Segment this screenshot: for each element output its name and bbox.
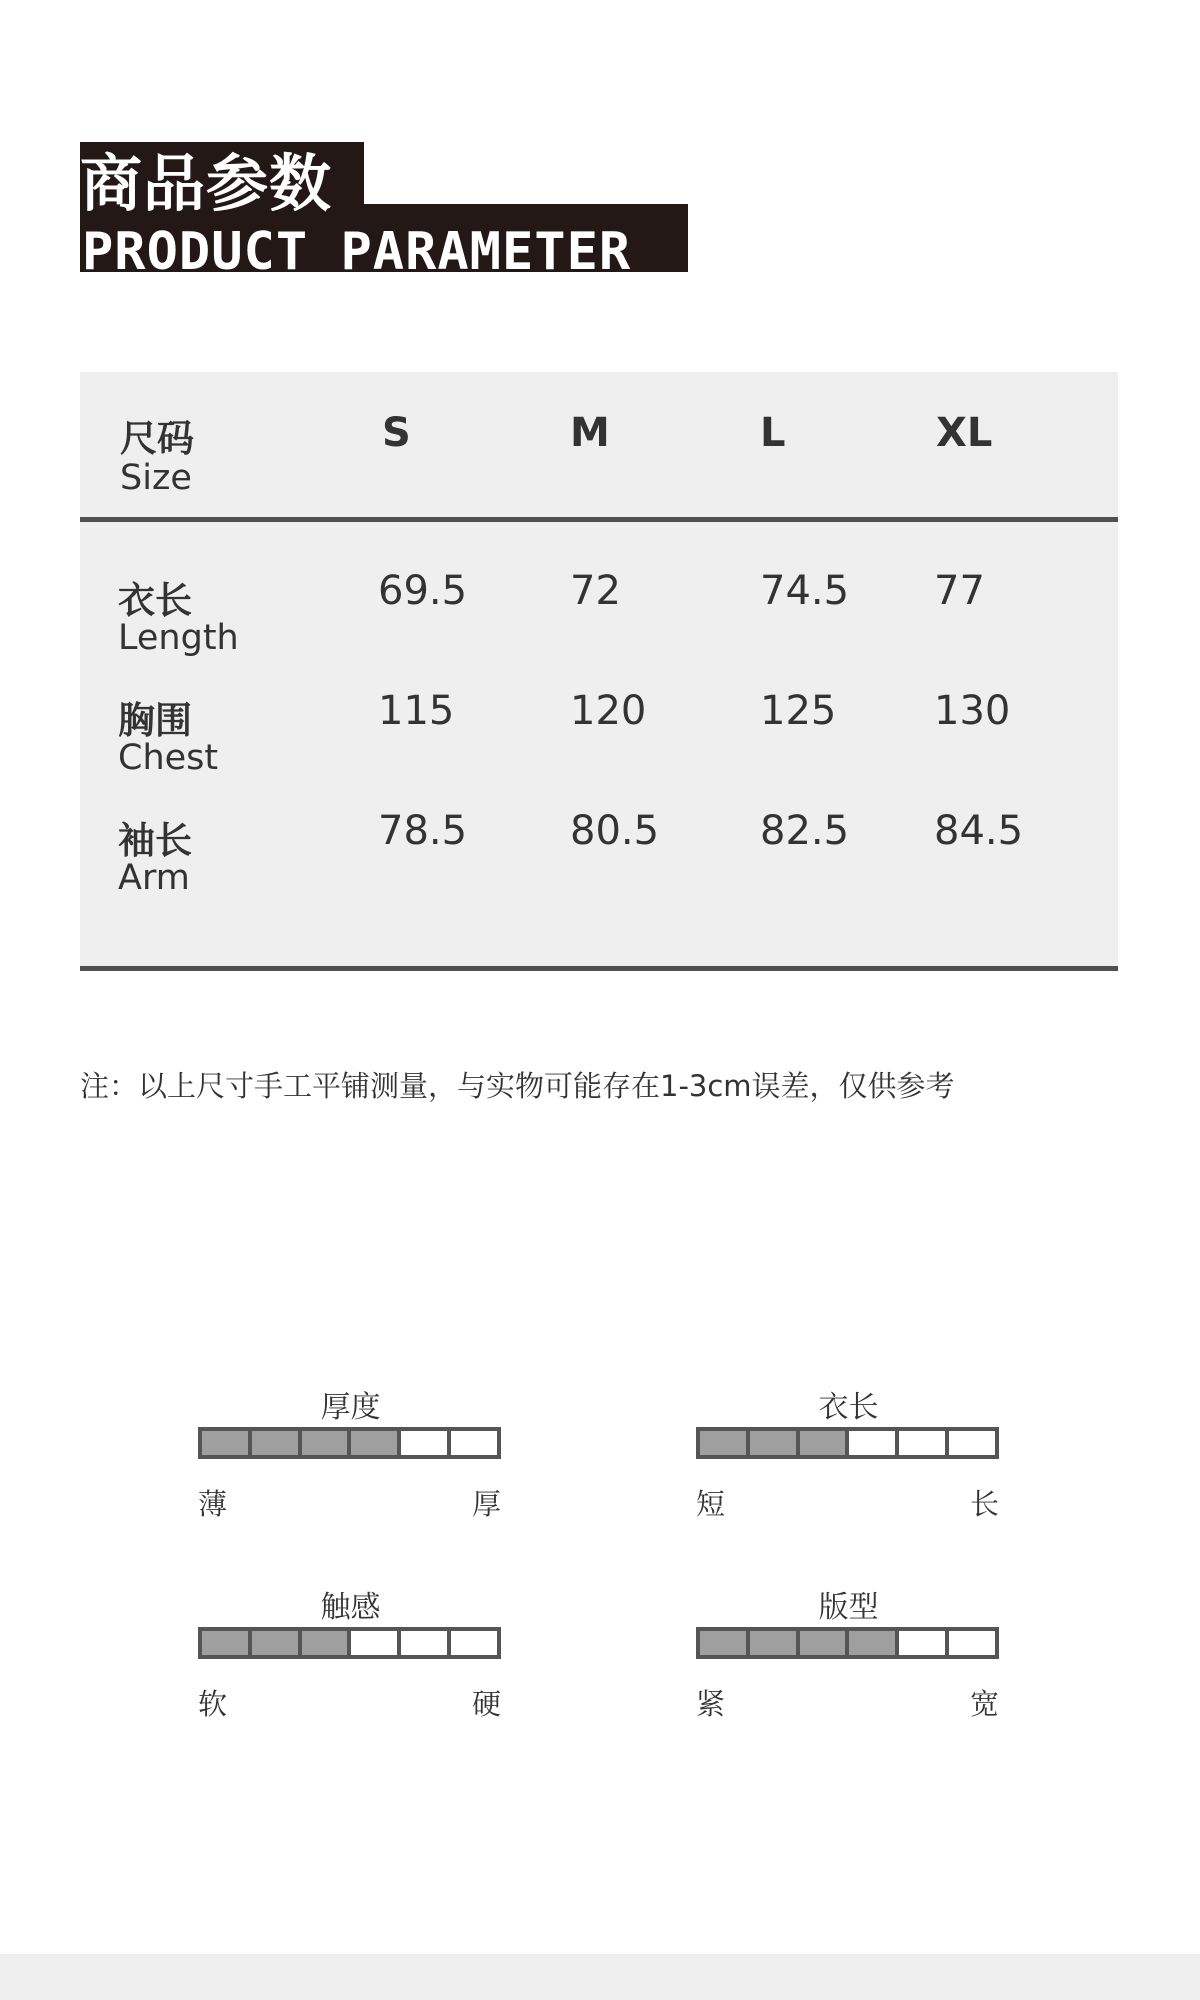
rating-min-label: 薄 [198, 1487, 228, 1521]
rating-max-label: 厚 [471, 1487, 501, 1521]
rating-min-label: 软 [198, 1687, 228, 1721]
rating-title: 触感 [320, 1590, 381, 1625]
rating-segment-empty [899, 1631, 945, 1655]
table-cell: 115 [378, 688, 455, 734]
table-cell: 69.5 [378, 568, 468, 614]
rating-segment-filled [302, 1631, 348, 1655]
rating-title: 版型 [818, 1590, 879, 1625]
size-label-cn: 尺码 [120, 417, 194, 460]
rating-segment-filled [700, 1631, 746, 1655]
rating-min-label: 短 [696, 1487, 726, 1521]
size-header-m: M [570, 410, 610, 456]
rating-bar [198, 1427, 501, 1459]
rating-thickness [198, 1382, 503, 1532]
table-cell: 80.5 [570, 808, 660, 854]
row-label-en: Length [118, 618, 239, 658]
page-title-cn: 商品参数 [80, 147, 333, 220]
rating-segment-filled [252, 1431, 298, 1455]
rating-bar [696, 1627, 999, 1659]
size-table [80, 372, 1118, 970]
row-label-cn: 袖长 [118, 819, 192, 862]
row-label-en: Arm [118, 858, 190, 898]
rating-segment-empty [401, 1431, 447, 1455]
rating-segment-filled [252, 1631, 298, 1655]
rating-max-label: 宽 [969, 1687, 999, 1721]
rating-segment-filled [849, 1631, 895, 1655]
page-title-en: PRODUCT PARAMETER [82, 222, 632, 282]
table-header-divider [80, 517, 1118, 522]
rating-segment-filled [302, 1431, 348, 1455]
rating-segment-filled [800, 1431, 846, 1455]
footer-band [0, 1954, 1200, 2000]
table-cell: 130 [934, 688, 1011, 734]
rating-segment-empty [949, 1431, 995, 1455]
table-bottom-divider [80, 966, 1118, 971]
rating-segment-empty [451, 1631, 497, 1655]
rating-segment-empty [949, 1631, 995, 1655]
measurement-note: 注：以上尺寸手工平铺测量，与实物可能存在1-3cm误差，仅供参考 [80, 1069, 955, 1103]
table-cell: 77 [934, 568, 985, 614]
row-label-en: Chest [118, 738, 219, 778]
table-cell: 82.5 [760, 808, 850, 854]
rating-max-label: 硬 [471, 1687, 501, 1721]
rating-segment-filled [750, 1431, 796, 1455]
rating-segment-empty [899, 1431, 945, 1455]
rating-segment-filled [750, 1631, 796, 1655]
rating-bar [696, 1427, 999, 1459]
rating-title: 厚度 [320, 1390, 381, 1425]
table-cell: 74.5 [760, 568, 850, 614]
rating-segment-empty [849, 1431, 895, 1455]
size-header-s: S [382, 410, 411, 456]
rating-segment-empty [351, 1631, 397, 1655]
rating-segment-filled [700, 1431, 746, 1455]
table-cell: 72 [570, 568, 621, 614]
size-label-en: Size [120, 458, 192, 498]
table-cell: 84.5 [934, 808, 1024, 854]
rating-segment-filled [800, 1631, 846, 1655]
rating-bar [198, 1627, 501, 1659]
rating-min-label: 紧 [696, 1687, 726, 1721]
table-header-row [80, 372, 1118, 517]
rating-touch [198, 1582, 503, 1732]
rating-length [696, 1382, 1001, 1532]
rating-segment-empty [401, 1631, 447, 1655]
table-cell: 78.5 [378, 808, 468, 854]
row-label-cn: 胸围 [118, 699, 192, 742]
table-cell: 125 [760, 688, 837, 734]
rating-segment-filled [202, 1431, 248, 1455]
rating-max-label: 长 [969, 1487, 999, 1521]
rating-segment-filled [351, 1431, 397, 1455]
rating-segment-empty [451, 1431, 497, 1455]
size-header-xl: XL [936, 410, 993, 456]
size-header-l: L [760, 410, 786, 456]
rating-segment-filled [202, 1631, 248, 1655]
table-cell: 120 [570, 688, 647, 734]
rating-fit [696, 1582, 1001, 1732]
rating-title: 衣长 [818, 1390, 879, 1425]
row-label-cn: 衣长 [118, 579, 192, 622]
